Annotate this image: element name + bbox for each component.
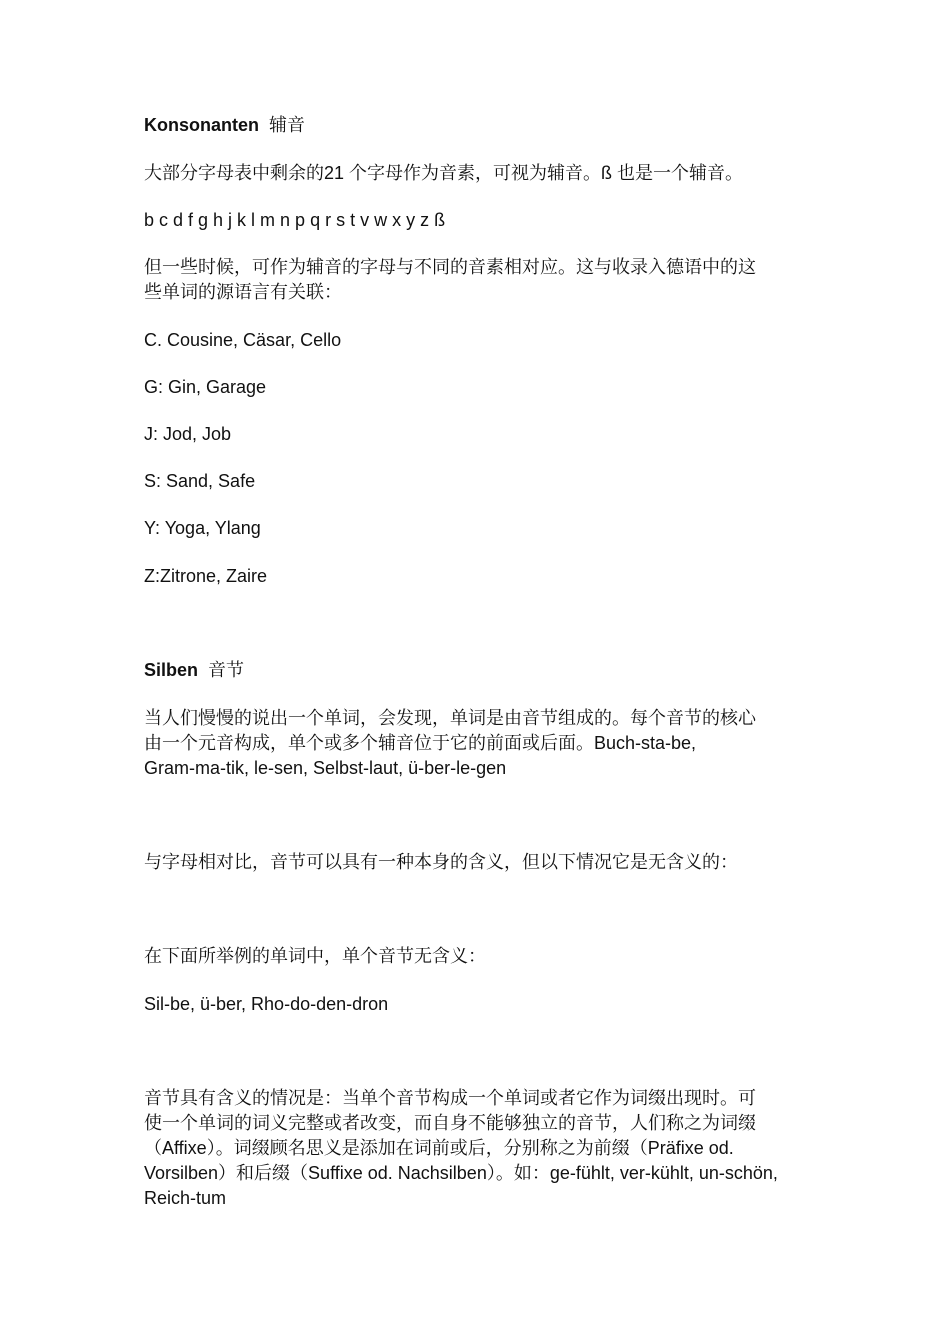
heading-term: Konsonanten	[144, 115, 259, 135]
section-heading-konsonanten	[144, 113, 804, 138]
paragraph-line: Reich-tum	[144, 1188, 227, 1208]
heading-term: Silben	[144, 660, 199, 680]
paragraph-line: 由一个元音构成，单个或多个辅音位于它的前面或后面。Buch-sta-be,	[144, 733, 697, 753]
silben-example: Sil-be, ü-ber, Rho-do-den-dron	[144, 994, 389, 1014]
example-item: S: Sand, Safe	[144, 471, 256, 491]
heading-translation: 辅音	[269, 115, 305, 135]
section-heading-silben	[144, 658, 804, 683]
silben-paragraph-1	[144, 706, 804, 781]
silben-paragraph-3: 在下面所举例的单词中，单个音节无含义：	[144, 946, 486, 966]
note-line: 些单词的源语言有关联：	[144, 282, 342, 302]
heading-translation: 音节	[208, 660, 245, 680]
konsonanten-intro: 大部分字母表中剩余的21 个字母作为音素，可视为辅音。ß 也是一个辅音。	[144, 163, 744, 183]
example-item: Z:Zitrone, Zaire	[144, 566, 268, 586]
paragraph-line: 音节具有含义的情况是：当单个音节构成一个单词或者它作为词缀出现时。可	[144, 1088, 756, 1108]
paragraph-line: Gram-ma-tik, le-sen, Selbst-laut, ü-ber-le-gen	[144, 758, 507, 778]
silben-paragraph-2: 与字母相对比，音节可以具有一种本身的含义，但以下情况它是无含义的：	[144, 852, 738, 872]
silben-paragraph-4	[144, 1086, 804, 1211]
note-line: 但一些时候，可作为辅音的字母与不同的音素相对应。这与收录入德语中的这	[144, 257, 756, 277]
example-item: Y: Yoga, Ylang	[144, 518, 261, 538]
paragraph-line: Vorsilben）和后缀（Suffixe od. Nachsilben）。如：ge-fühlt, ver-kühlt, un-schön,	[144, 1163, 778, 1183]
example-item: J: Jod, Job	[144, 424, 232, 444]
paragraph-line: 使一个单词的词义完整或者改变，而自身不能够独立的音节，人们称之为词缀	[144, 1113, 756, 1133]
example-item: G: Gin, Garage	[144, 377, 267, 397]
consonant-letters: b c d f g h j k l m n p q r s t v w x y z ß	[144, 210, 446, 230]
example-item: C. Cousine, Cäsar, Cello	[144, 330, 342, 350]
konsonanten-note	[144, 255, 804, 305]
paragraph-line: 当人们慢慢的说出一个单词，会发现，单词是由音节组成的。每个音节的核心	[144, 708, 756, 728]
paragraph-line: （Affixe）。词缀顾名思义是添加在词前或后，分别称之为前缀（Präfixe od.	[144, 1138, 734, 1158]
